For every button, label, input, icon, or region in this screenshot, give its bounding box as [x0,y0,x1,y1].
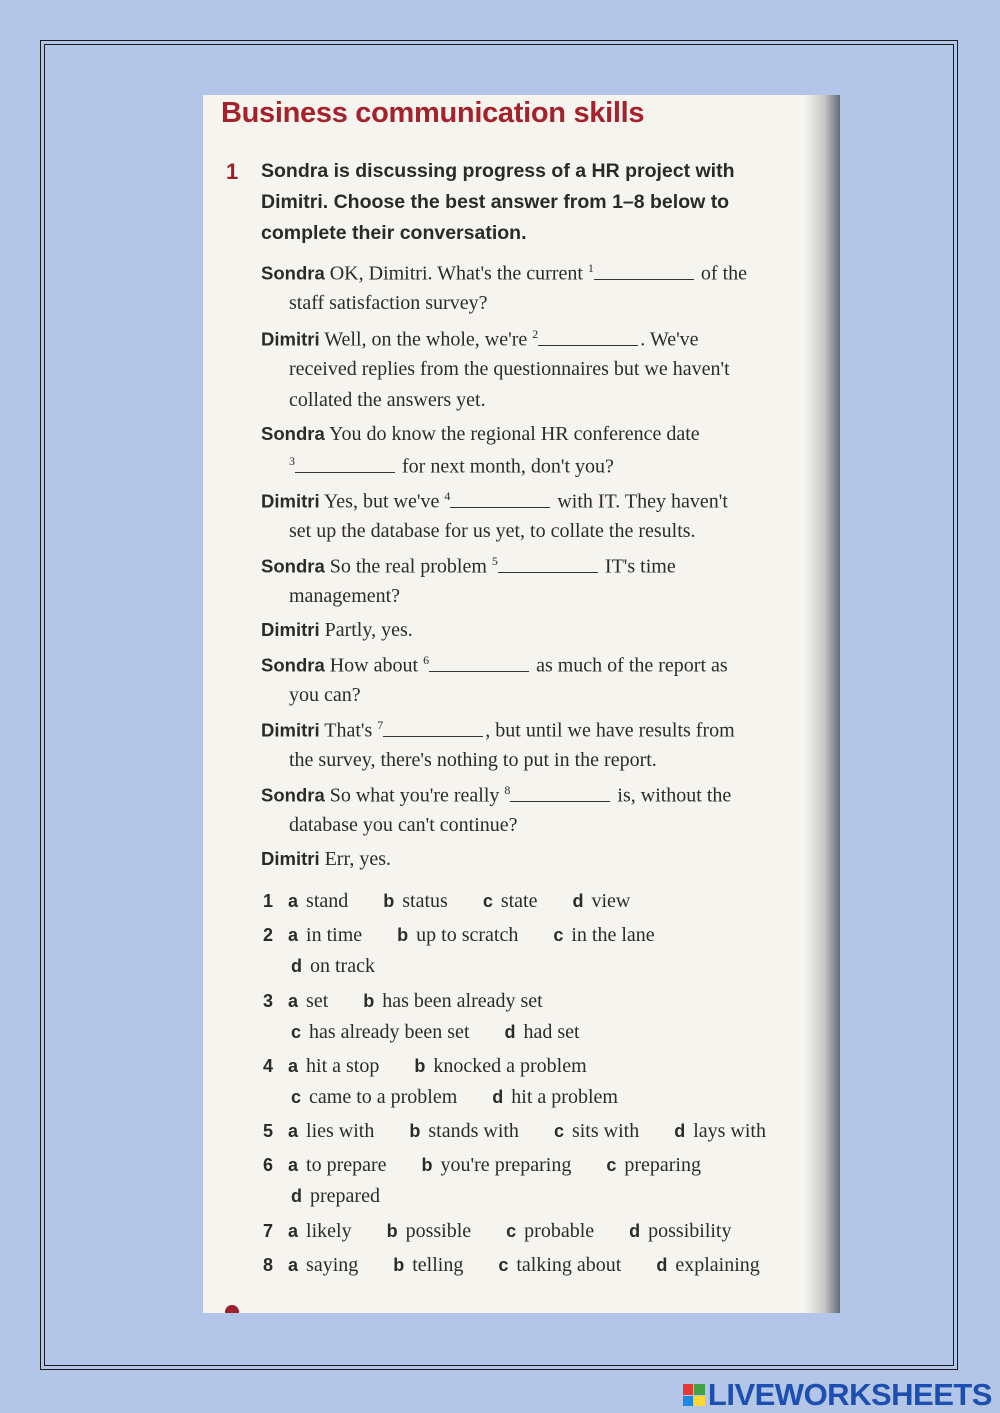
answer-row-3 [263,990,543,1013]
dialogue-line [261,848,391,871]
dialogue-line [261,619,413,642]
dialogue-text: with IT. They haven't [557,490,728,513]
dialogue-line: collated the answers yet. [289,389,486,411]
option[interactable]: c sits with [553,1120,640,1142]
option[interactable]: d hit a problem [492,1086,618,1108]
speaker-name: Sondra [261,262,325,284]
option[interactable]: a hit a stop [288,1055,380,1077]
speaker-name: Sondra [261,654,325,676]
option[interactable]: d had set [504,1021,580,1043]
next-exercise-marker [225,1305,239,1313]
answer-gap[interactable] [383,722,483,737]
option[interactable]: b has been already set [363,990,543,1012]
question-number: 5 [263,1121,274,1141]
speaker-name: Sondra [261,423,325,444]
liveworksheets-logo [683,1377,992,1413]
option[interactable]: d lays with [674,1120,766,1142]
question-number: 6 [263,1155,274,1175]
dialogue-line: database you can't continue? [289,814,518,836]
gap-number: 1 [587,261,594,275]
dialogue-text: Well, on the whole, we're [324,328,528,351]
dialogue-line: management? [289,585,401,607]
option[interactable]: c preparing [606,1154,701,1176]
dialogue-text: of the [700,262,748,285]
answer-gap[interactable] [594,265,694,280]
answer-row-2 [263,924,655,947]
option[interactable]: b you're preparing [421,1154,572,1176]
answer-row-3-cont [291,1021,580,1044]
dialogue-text: OK, Dimitri. What's the current [329,262,583,285]
dialogue-text: is, without the [617,784,732,807]
page-gutter-shadow [804,95,840,1313]
speaker-name: Dimitri [261,328,320,350]
option[interactable]: b knocked a problem [414,1055,587,1077]
answer-row-5 [263,1120,766,1143]
option[interactable]: a likely [288,1220,352,1242]
speaker-name: Dimitri [261,490,320,512]
dialogue-line [261,718,735,743]
option[interactable]: d explaining [656,1254,760,1276]
answer-gap[interactable] [450,493,550,508]
gap-number: 2 [532,327,539,341]
option[interactable]: b up to scratch [397,924,519,946]
question-number: 3 [263,991,274,1011]
option[interactable]: b status [383,890,448,912]
instruction-line: Sondra is discussing progress of a HR project with [261,160,735,182]
option[interactable]: a lies with [288,1120,375,1142]
dialogue-line: received replies from the questionnaires but we haven't [289,358,730,380]
dialogue-line [261,783,731,808]
question-number: 1 [263,891,274,911]
dialogue-text: , but until we have results from [485,719,735,742]
dialogue-line [261,554,676,579]
dialogue-text: as much of the report as [536,654,728,677]
option[interactable]: c probable [506,1220,595,1242]
dialogue-line: you can? [289,684,361,706]
dialogue-text: That's [324,719,373,742]
option[interactable]: d view [572,890,631,912]
option[interactable]: d on track [291,955,375,977]
answer-row-4-cont [291,1086,618,1109]
answer-row-8 [263,1254,760,1277]
option[interactable]: a stand [288,890,349,912]
option[interactable]: d prepared [291,1185,380,1207]
question-number: 2 [263,925,274,945]
dialogue-line: set up the database for us yet, to collate the results. [289,520,696,542]
speaker-name: Sondra [261,555,325,577]
question-number: 4 [263,1056,274,1076]
option[interactable]: a to prepare [288,1154,387,1176]
gap-number: 6 [423,653,430,667]
dialogue-line [261,653,728,678]
dialogue-line [261,261,747,286]
gap-number: 5 [491,554,498,568]
option[interactable]: b possible [386,1220,472,1242]
option[interactable]: c has already been set [291,1021,470,1043]
question-number: 8 [263,1255,274,1275]
answer-row-4 [263,1055,587,1078]
logo-text: LIVEWORKSHEETS [707,1377,992,1412]
dialogue-text: Yes, but we've [323,490,440,513]
option[interactable]: a in time [288,924,363,946]
dialogue-text: So the real problem [329,555,487,578]
dialogue-line: the survey, there's nothing to put in the report. [289,749,657,771]
answer-row-1 [263,890,630,913]
speaker-name: Sondra [261,784,325,806]
option[interactable]: d possibility [629,1220,732,1242]
dialogue-line [261,489,728,514]
dialogue-line [261,327,699,352]
question-number: 7 [263,1221,274,1241]
dialogue-text: . We've [640,328,699,351]
option[interactable]: b stands with [409,1120,519,1142]
dialogue-text: You do know the regional HR conference date [329,423,700,445]
logo-icon [683,1384,705,1406]
exercise-number: 1 [226,159,239,184]
section-heading: Business communication skills [221,97,645,129]
instruction-line: complete their conversation. [261,222,527,244]
answer-gap[interactable] [429,657,529,672]
option[interactable]: a saying [288,1254,359,1276]
speaker-name: Dimitri [261,619,320,640]
dialogue-line [261,423,700,446]
dialogue-text: How about [329,654,419,677]
dialogue-text: IT's time [604,555,676,578]
gap-number: 8 [504,783,511,797]
gap-number: 3 [289,454,295,468]
answer-row-7 [263,1220,732,1243]
dialogue-text: Partly, yes. [324,619,413,641]
dialogue-text: for next month, don't you? [402,455,614,478]
dialogue-text: So what you're really [329,784,500,807]
option[interactable]: c state [482,890,538,912]
speaker-name: Dimitri [261,719,320,741]
answer-gap[interactable] [538,331,638,346]
option[interactable]: c came to a problem [291,1086,458,1108]
option[interactable]: b telling [393,1254,464,1276]
dialogue-line [289,454,614,479]
speaker-name: Dimitri [261,848,320,869]
option[interactable]: c in the lane [553,924,655,946]
instruction-line: Dimitri. Choose the best answer from 1–8 below to [261,191,730,213]
answer-gap[interactable] [295,458,395,473]
option[interactable]: c talking about [498,1254,622,1276]
scanned-page [203,95,840,1313]
gap-number: 7 [377,718,384,732]
dialogue-line: staff satisfaction survey? [289,292,488,314]
gap-number: 4 [444,489,451,503]
answer-gap[interactable] [510,787,610,802]
answer-row-6 [263,1154,701,1177]
option[interactable]: a set [288,990,329,1012]
dialogue-text: Err, yes. [324,848,391,870]
answer-gap[interactable] [498,558,598,573]
